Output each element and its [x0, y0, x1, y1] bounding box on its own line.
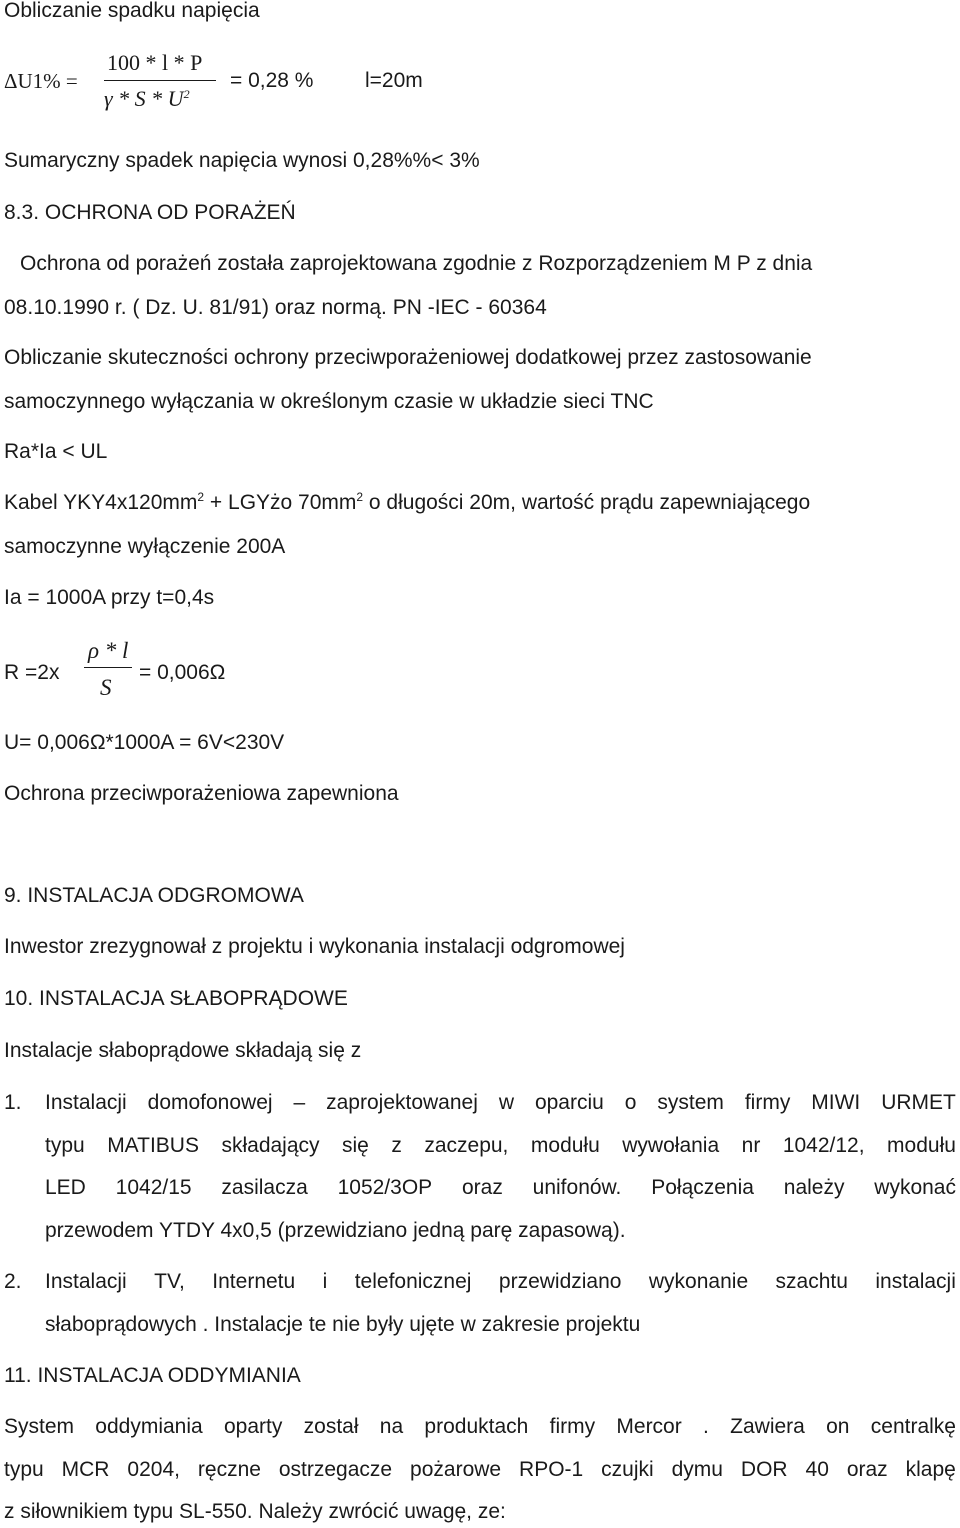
cable-sup-2: 2 — [356, 490, 364, 504]
sum-line: Sumaryczny spadek napięcia wynosi 0,28%%< 3% — [4, 149, 480, 172]
cable-sup-1: 2 — [197, 490, 205, 504]
word: telefonicznej — [354, 1270, 472, 1293]
word: zasilacza — [221, 1176, 308, 1199]
word: typu — [45, 1134, 85, 1157]
formula-length: l=20m — [365, 69, 423, 92]
paragraph-line: Obliczanie skuteczności ochrony przeciwporażeniowej dodatkowej przez zastosowanie — [4, 346, 812, 369]
word: produktach — [424, 1415, 529, 1438]
formula-exponent: 2 — [183, 87, 190, 101]
formula-numerator-text: 100 * l * P — [107, 50, 203, 75]
conclusion-line: Ochrona przeciwporażeniowa zapewniona — [4, 782, 399, 805]
heading-11: 11. INSTALACJA ODDYMIANIA — [4, 1364, 301, 1387]
word: oddymiania — [95, 1415, 203, 1438]
paragraph-line: z siłownikiem typu SL-550. Należy zwrócić uwagę, ze: — [4, 1500, 506, 1523]
cable-text-c: o długości 20m, wartość prądu zapewniającego — [363, 491, 811, 514]
word: przewidziano — [498, 1270, 622, 1293]
word: modułu — [530, 1134, 600, 1157]
page-title: Obliczanie spadku napięcia — [4, 0, 260, 22]
word: ręczne — [197, 1458, 261, 1481]
list-item-line — [45, 1090, 956, 1116]
word: w — [498, 1091, 514, 1114]
list-number: 1. — [4, 1091, 22, 1114]
word: 40 — [805, 1458, 829, 1481]
word: szachtu — [775, 1270, 848, 1293]
word: centralkę — [870, 1415, 956, 1438]
r-numerator-text: ρ * l — [88, 638, 129, 663]
fraction-line — [104, 80, 216, 81]
word: 0204, — [127, 1458, 180, 1481]
word: instalacji — [875, 1270, 956, 1293]
word: Mercor — [616, 1415, 682, 1438]
paragraph-line — [4, 1414, 956, 1440]
word: Instalacji — [45, 1091, 127, 1114]
word: 1052/3OP — [337, 1176, 433, 1199]
word: oraz — [461, 1176, 503, 1199]
section-10-intro: Instalacje słaboprądowe składają się z — [4, 1039, 362, 1062]
word: wykonanie — [648, 1270, 749, 1293]
word: wywołania — [622, 1134, 720, 1157]
heading-9: 9. INSTALACJA ODGROMOWA — [4, 884, 304, 907]
list-item-line: przewodem YTDY 4x0,5 (przewidziano jedną parę zapasową). — [45, 1219, 626, 1242]
word: Instalacji — [45, 1270, 127, 1293]
word: firmy — [549, 1415, 596, 1438]
paragraph-line: Ochrona od porażeń została zaprojektowana zgodnie z Rozporządzeniem M P z dnia — [20, 252, 813, 275]
word: MCR — [61, 1458, 110, 1481]
r-fraction-line — [84, 667, 132, 668]
word: Zawiera — [730, 1415, 805, 1438]
word: należy — [783, 1176, 845, 1199]
ia-line: Ia = 1000A przy t=0,4s — [4, 586, 215, 609]
word: DOR — [740, 1458, 788, 1481]
word: typu — [4, 1458, 44, 1481]
r-result: = 0,006Ω — [139, 661, 226, 684]
word: 1042/12, — [782, 1134, 865, 1157]
u-line: U= 0,006Ω*1000A = 6V<230V — [4, 731, 285, 754]
cable-line — [4, 490, 810, 516]
paragraph-line: samoczynnego wyłączania w określonym czasie w układzie sieci TNC — [4, 390, 654, 413]
r-lhs: R =2x — [4, 661, 60, 684]
list-item-line — [45, 1175, 956, 1201]
word: domofonowej — [147, 1091, 273, 1114]
word: – — [293, 1091, 306, 1114]
list-item-line — [45, 1133, 956, 1159]
word: dymu — [671, 1458, 723, 1481]
list-number: 2. — [4, 1270, 22, 1293]
r-numerator — [88, 638, 128, 664]
word: się — [342, 1134, 369, 1157]
word: . — [703, 1415, 709, 1438]
word: MATIBUS — [107, 1134, 199, 1157]
list-item-line: słaboprądowych . Instalacje te nie były ujęte w zakresie projektu — [45, 1313, 641, 1336]
formula-denominator-text: γ * S * U — [104, 86, 184, 111]
word: MIWI — [811, 1091, 861, 1114]
heading-8-3: 8.3. OCHRONA OD PORAŻEŃ — [4, 201, 296, 224]
word: składający — [221, 1134, 320, 1157]
word: system — [657, 1091, 724, 1114]
word: RPO-1 — [519, 1458, 584, 1481]
condition-line: Ra*Ia < UL — [4, 440, 108, 463]
cable-text-b: + LGYżo 70mm — [204, 491, 357, 514]
formula-lhs — [4, 68, 78, 95]
word: oraz — [846, 1458, 888, 1481]
word: z — [391, 1134, 402, 1157]
word: Połączenia — [651, 1176, 754, 1199]
word: TV, — [154, 1270, 185, 1293]
word: pożarowe — [410, 1458, 502, 1481]
section-9-text: Inwestor zrezygnował z projektu i wykonania instalacji odgromowej — [4, 935, 625, 958]
word: na — [379, 1415, 404, 1438]
word: firmy — [744, 1091, 791, 1114]
paragraph-line — [4, 1457, 956, 1483]
paragraph-line: 08.10.1990 r. ( Dz. U. 81/91) oraz normą. PN -IEC - 60364 — [4, 296, 547, 319]
cable-line-2: samoczynne wyłączenie 200A — [4, 535, 286, 558]
word: klapę — [905, 1458, 956, 1481]
formula-result: = 0,28 % — [230, 69, 314, 92]
word: ostrzegacze — [278, 1458, 393, 1481]
word: wykonać — [874, 1176, 956, 1199]
cable-text-a: Kabel YKY4x120mm — [4, 491, 198, 514]
formula-numerator — [107, 50, 202, 76]
word: URMET — [881, 1091, 956, 1114]
heading-10: 10. INSTALACJA SŁABOPRĄDOWE — [4, 987, 348, 1010]
word: System — [4, 1415, 75, 1438]
word: LED — [45, 1176, 86, 1199]
list-item-line — [45, 1269, 956, 1295]
word: on — [826, 1415, 850, 1438]
word: zaprojektowanej — [326, 1091, 478, 1114]
word: został — [303, 1415, 359, 1438]
word: i — [322, 1270, 328, 1293]
r-denominator — [100, 675, 112, 701]
word: oparciu — [534, 1091, 604, 1114]
r-denominator-text: S — [100, 675, 112, 700]
word: o — [624, 1091, 637, 1114]
formula-lhs-text: ΔU1% = — [4, 69, 78, 93]
word: oparty — [223, 1415, 283, 1438]
word: nr — [741, 1134, 761, 1157]
word: Internetu — [212, 1270, 296, 1293]
formula-denominator — [104, 86, 190, 112]
word: modułu — [887, 1134, 956, 1157]
word: zaczepu, — [424, 1134, 509, 1157]
word: unifonów. — [532, 1176, 622, 1199]
word: czujki — [601, 1458, 654, 1481]
word: 1042/15 — [115, 1176, 192, 1199]
